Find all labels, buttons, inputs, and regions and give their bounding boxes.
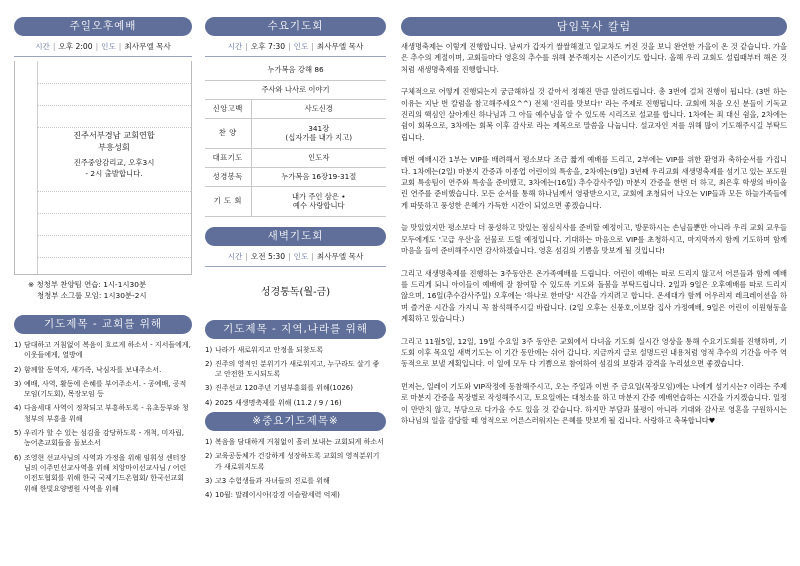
row-value: 내가 주인 삼은 • 예수 사랑합니다 <box>251 186 386 216</box>
list-item-text: 담대하고 거침없이 복음이 흐르게 하소서 - 지서들에게, 이웃들에게, 열방에 <box>24 341 191 360</box>
column-paragraph: 늘 맛있었지만 평소보다 더 풍성하고 맛있는 점심식사를 준비할 예정이고, 방문하시는 손님들뿐만 아니라 우리 교회 교우들 모두에게도 '고급 우산'을 선물로 드릴 예정입니다. 기대하는 마음으로 VIP를 초청하시고, 마지막까지 함께 기도하며 함께 마음을 들여 준비해주시면 감사하겠습니다. 영혼 섬김의 기쁨을 맛보게 될 것입니다! <box>401 223 787 256</box>
table-row <box>205 99 386 118</box>
row-label: 찬 양 <box>205 118 251 148</box>
list-item <box>14 403 192 424</box>
list-item-number: 2) <box>14 365 22 374</box>
table-row <box>205 118 386 148</box>
list-item-text: 조영현 선교사님의 사역과 가정을 위해 임휘성 센터장님의 이주민선교사역을 위해 치앙마이선교사님 / 어린이전도협회를 위해 한국 국제기드온협회/ 한국선교회 위해 한빛요양병원 사역을 위해 <box>24 453 187 493</box>
event-place-line: 진주중앙감리교, 오후3시 <box>73 158 155 167</box>
divider <box>205 56 386 57</box>
list-item-number: 2) <box>205 452 213 461</box>
event-departure-line: - 2시 출발합니다. <box>85 169 143 178</box>
wednesday-service-title: 수요기도회 <box>205 17 386 36</box>
grid-line <box>37 127 191 128</box>
list-item-text: 우리가 할 수 있는 섬김을 감당하도록 - 개척, 미자립, 농어촌교회들을 돌보소서 <box>24 429 185 448</box>
list-item-number: 3) <box>14 379 22 388</box>
table-row <box>205 167 386 186</box>
grid-line <box>37 235 191 236</box>
list-item-text: 나라가 새로워지고 안정을 되찾도록 <box>215 345 324 354</box>
sunday-service-time: 시간 | 오후 2:00 | 인도 | 최사무엘 목사 <box>35 42 171 51</box>
row-label: 신앙고백 <box>205 99 251 118</box>
right-column <box>401 0 787 438</box>
revival-org-line: 진주서부경남 교회연합 <box>73 130 155 140</box>
sunday-program-content <box>41 129 187 179</box>
grid-line <box>37 83 191 84</box>
sunday-program-box <box>14 61 192 275</box>
sermon-title: 주사와 나사로 이야기 <box>205 80 386 99</box>
dawn-prayer-content: 성경통독(월-금) <box>260 286 331 298</box>
dawn-prayer-time: 시간 | 오전 5:30 | 인도 | 최사무엘 목사 <box>227 251 364 261</box>
list-item <box>205 383 386 393</box>
row-value: 341장 (십자가를 내가 지고) <box>251 118 386 148</box>
region-prayer-title: 기도제목 - 지역,나라를 위해 <box>205 320 386 339</box>
region-prayer-list <box>205 345 386 408</box>
list-item-text: 진주의 영적인 분위기가 새로워지고, 누구라도 살기 좋고 안전한 도시되도록 <box>215 359 380 379</box>
column-paragraph: 새생명축제는 이렇게 진행합니다. 날씨가 갑자기 쌀쌀해졌고 일교차도 커진 것을 보니 완연한 가을이 온 것 같습니다. 가을은 추수의 계절이며, 교회들마다 영혼의 추수를 위해 분주해지는 시즌이기도 합니다. 올해 우리 교회도 설립때부터 해온 것처럼 새생명축제를 진행합니다. <box>401 42 787 74</box>
list-item-number: 1) <box>14 341 22 349</box>
sunday-notes <box>14 279 192 301</box>
left-column <box>14 0 192 498</box>
row-label: 성경봉독 <box>205 167 251 186</box>
note-small-group: 청청부 소그룹 모임: 1시30분-2시 <box>37 291 147 300</box>
wednesday-service-time: 시간 | 오후 7:30 | 인도 | 최사무엘 목사 <box>227 42 364 51</box>
row-label: 기 도 회 <box>205 186 251 216</box>
list-item-text: 10월: 말레이시아(강경 이슬람세력 억제) <box>215 491 340 500</box>
list-item-number: 5) <box>14 429 22 438</box>
list-item-text: 교육공동체가 건강하게 성장하도록 교회의 영적분위기가 새로워지도록 <box>215 452 380 471</box>
table-row <box>205 61 386 80</box>
list-item-text: 2025 새생명축제를 위해 (11.2 / 9 / 16) <box>215 398 342 407</box>
row-value: 인도자 <box>251 148 386 167</box>
row-value: 누가복음 16장19-31절 <box>251 167 386 186</box>
list-item-text: 함께할 동역자, 새가족, 낙심자를 보내주소서. <box>24 365 162 374</box>
list-item-number: 4) <box>205 398 213 407</box>
list-item-number: 6) <box>14 453 22 462</box>
table-row <box>205 186 386 216</box>
revival-title-line: 부흥성회 <box>98 142 130 152</box>
column-paragraph: 그리고 11월5일, 12일, 19일 수요일 3주 동안은 교회에서 다녀올 기도회 실시간 영상을 통해 수요기도회를 진행하며, 기도회 이후 목요일 새벽기도는 이 기간 동안에는 쉬어 갑니다. 지금까지 글로 설명드린 내용처럼 영적 추수의 기간을 아주 역동적으로 보낼 계획입니다. 이 일에 모두 다 기쁨으로 참여하여 섬김의 보람과 감격을 누리셨으면 좋겠습니다. <box>401 336 787 369</box>
column-paragraph: 그리고 새생명축제를 진행하는 3주동안은 온가족예배를 드립니다. 어린이 예배는 따로 드리지 않고서 어른들과 함께 예배를 드리게 되니 아이들이 예배에 잘 참여할 수 있도록 기도와 돌봄을 부탁드립니다. 2일과 9일은 오후예배를 따로 드리지 않으며, 16일(추수감사주일) 오후에는 '하나로 한마당' 시간을 가지려고 합니다. 온세대가 함께 어우러져 레크레이션을 하며 즐거운 시간을 가지니 꼭 참석해주시길 바랍니다. (2일 오후는 신풍호,이보람 집사 가정예배, 9일은 어린이 이원형동을 계획하고 있습니다.) <box>401 268 787 324</box>
special-prayer-list <box>205 437 386 500</box>
divider <box>14 56 192 57</box>
list-item <box>205 490 386 500</box>
grid-line <box>37 105 191 106</box>
grid-line <box>37 257 191 258</box>
list-item-text: 복음을 담대하게 거침없이 흘러 보내는 교회되게 하소서 <box>215 437 384 446</box>
divider <box>205 266 386 267</box>
row-value: 사도신경 <box>251 99 386 118</box>
list-item <box>14 453 192 494</box>
grid-line <box>37 61 38 274</box>
list-item <box>205 359 386 380</box>
list-item-number: 3) <box>205 384 213 393</box>
list-item-text: 다음세대 사역이 정착되고 부흥하도록 - 유초등부와 청청부의 부흥을 위해 <box>24 404 189 423</box>
special-prayer-title: ※중요기도제목※ <box>205 412 386 431</box>
list-item-number: 3) <box>205 476 213 485</box>
list-item-number: 1) <box>205 437 213 446</box>
church-prayer-title: 기도제목 - 교회를 위해 <box>14 315 192 334</box>
list-item <box>14 365 192 375</box>
list-item-number: 4) <box>205 491 213 500</box>
table-row <box>205 148 386 167</box>
dawn-prayer-title: 새벽기도회 <box>205 227 386 246</box>
list-item <box>14 340 192 361</box>
list-item-text: 고3 수험생들과 자녀들의 진로를 위해 <box>215 476 330 485</box>
church-prayer-list <box>14 340 192 494</box>
column-paragraph: 구체적으로 어떻게 진행되는지 궁금해하실 것 같아서 정해진 만큼 알려드립니다. 총 3번에 걸쳐 진행이 됩니다. (3번 하는 이유는 지난 번 칼럼을 참고해주세요^^) 전체 '진리를 맛보다!' 라는 주제로 진행됩니다. 교회에 처음 오신 분들이 기독교 진리의 핵심인 살아계신 하나님과 그 아들 예수님을 알 수 있도록 시리즈로 설교를 합니다. 1차에는 죄 대신 쉼을, 2차에는 쉼이 회복으로, 3차에는 회복 이후 감사로 라는 제목으로 말씀을 나눕니다. 설교자인 저를 위해 많이 기도해주시길 부탁드립니다. <box>401 87 787 142</box>
table-row <box>205 80 386 99</box>
list-item <box>205 476 386 486</box>
note-praise-team: ※ 청청부 찬양팀 연습: 1시-1시30분 <box>28 280 147 289</box>
pastor-column-body <box>401 41 787 426</box>
row-label: 대표기도 <box>205 148 251 167</box>
list-item-number: 4) <box>14 404 22 413</box>
grid-line <box>37 213 191 214</box>
list-item <box>205 345 386 355</box>
sunday-service-title: 주일오후예배 <box>14 17 192 36</box>
list-item-text: 진주선교 120주년 기념부흥회를 위해(1026) <box>215 384 353 393</box>
sermon-series: 누가복음 강해 86 <box>205 61 386 80</box>
middle-column <box>205 0 386 504</box>
list-item <box>205 437 386 447</box>
list-item-text: 예배, 사역, 활동에 은혜를 부어주소서. - 공예배, 공적모임(기도회), 목장모임 등 <box>24 379 187 399</box>
list-item <box>14 379 192 400</box>
list-item <box>205 451 386 472</box>
grid-line <box>37 191 191 192</box>
column-title: 담임목사 칼럼 <box>401 17 787 36</box>
wednesday-order-table <box>205 61 386 217</box>
column-paragraph: 먼저는, 일레이 기도와 VIP작정에 동참해주시고, 오는 주일과 이번 주 금요일(목장모임)에는 나에게 섬기시는? 이라는 주제로 마분지 간증을 목장별로 작성해주시고, 토요일에는 대청소를 하고 마분지 간증 예배연습하는 시간을 가지겠습니다. 일정이 만만치 않고, 부담으로 다가올 수도 있을 것 같습니다. 하지만 부담과 불평이 아니라 기대와 감사로 영혼을 구원하시는 하나님의 일을 감당할 때 영적으로 어른스러워지는 은혜를 맛보게 될 겁니다. 사랑하고 축복합니다♥ <box>401 382 787 426</box>
list-item-number: 2) <box>205 359 213 368</box>
list-item-number: 1) <box>205 345 213 354</box>
list-item <box>14 428 192 449</box>
column-paragraph: 매번 예배시간 1부는 VIP를 배려해서 평소보다 조금 짧게 예배를 드리고, 2부에는 VIP를 위한 환영과 축하순서를 가집니다. 1차에는(2일) 마분지 간증과 이종업 어린이의 특송을, 2차에는(9일) 3년째 우리교회 새생명축제를 섬기고 있는 포도원교회 특송팀이 연주와 특송을 준비했고, 3차에는(16일) 추수감사주일) 마분지 간증을 한번 더 하고, 최은후 학생의 바이올린 연주를 준비했습니다. 모든 순서를 통해 하나님께서 영광받으시고, 교회에 초청되어 나오는 VIP들과 모든 하늘가족들에게 따뜻하고 풍성한 은혜가 가득한 시간이 되었으면 좋겠습니다. <box>401 155 787 210</box>
list-item <box>205 398 386 408</box>
